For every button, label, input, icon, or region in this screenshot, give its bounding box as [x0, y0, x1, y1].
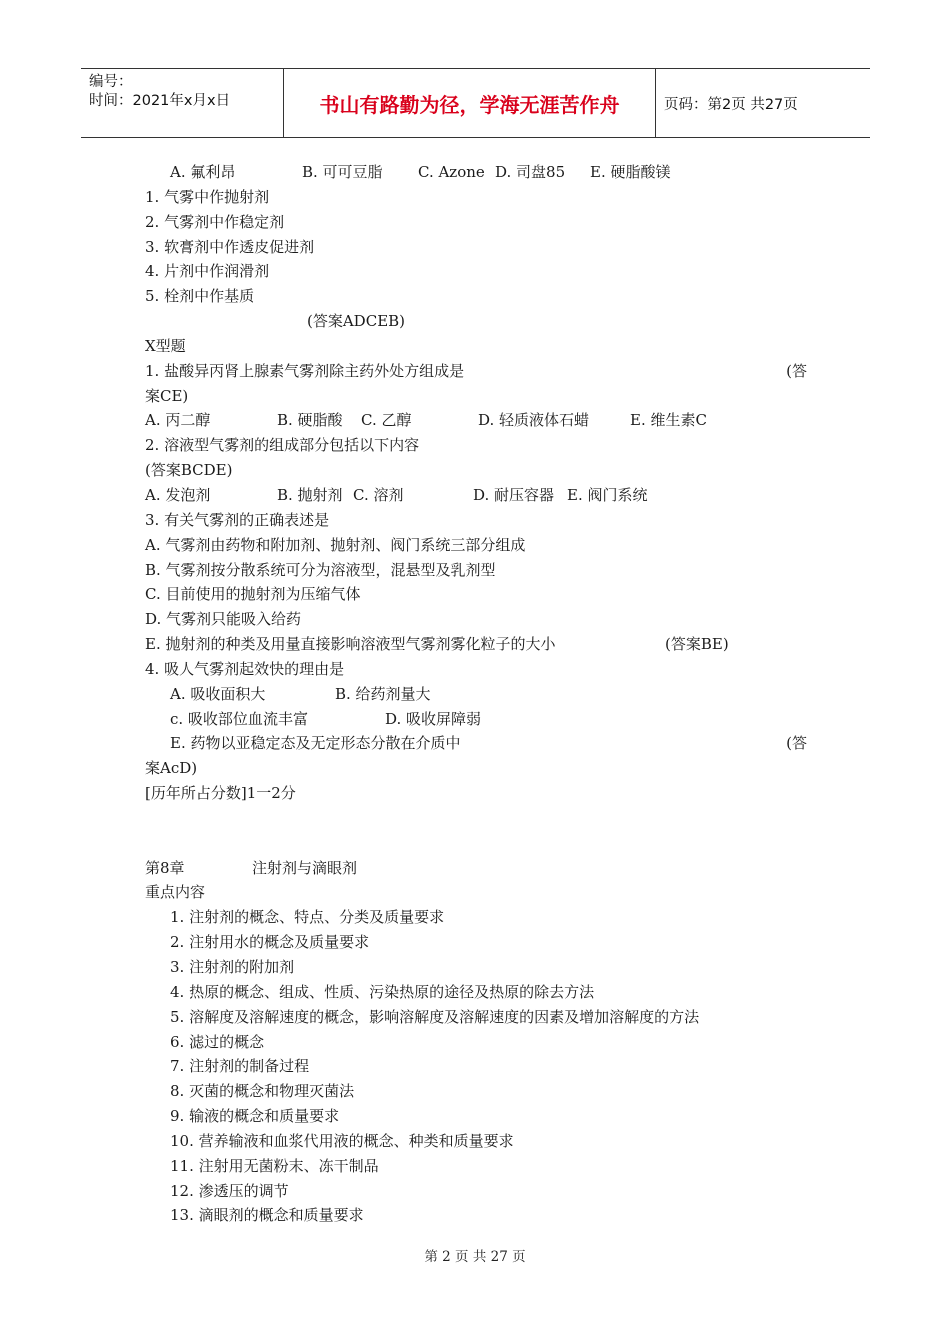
question-1-answer-start: (答 — [786, 361, 807, 380]
x-section-title: X型题 — [145, 336, 186, 355]
question-2-answer: (答案BCDE) — [145, 461, 233, 480]
option-b: B. 抛射剂 — [277, 485, 343, 504]
list-item: 2. 注射用水的概念及质量要求 — [170, 933, 370, 952]
list-item: 8. 灭菌的概念和物理灭菌法 — [170, 1082, 355, 1101]
list-item: A. 气雾剂由药物和附加剂、抛射剂、阀门系统三部分组成 — [145, 535, 526, 554]
list-item: 1. 气雾中作抛射剂 — [145, 187, 270, 206]
b-answer: (答案ADCEB) — [307, 312, 406, 331]
option-c: c. 吸收部位血流丰富 — [170, 709, 308, 728]
option-e: E. 药物以亚稳定态及无定形态分散在介质中 — [170, 734, 461, 753]
number-label: 编号： — [89, 74, 133, 90]
list-item: 3. 注射剂的附加剂 — [170, 958, 295, 976]
question-4-answer-end: 案AcD) — [145, 759, 198, 778]
time-label: 时间：2021年x月x日 — [89, 93, 231, 109]
list-item: D. 气雾剂只能吸入给药 — [145, 610, 302, 629]
option-d: D. 耐压容器 — [473, 485, 555, 504]
option-c: C. Azone — [418, 163, 485, 181]
list-item: 4. 片剂中作润滑剂 — [145, 262, 270, 281]
header-page-info: 页码：第2页 共27页 — [664, 96, 798, 113]
question-4-options-cd — [145, 707, 815, 732]
option-e: E. 阀门系统 — [567, 485, 648, 504]
question-4-text: 4. 吸人气雾剂起效快的理由是 — [145, 659, 345, 678]
list-item: 13. 滴眼剂的概念和质量要求 — [170, 1206, 364, 1225]
question-2-text: 2. 溶液型气雾剂的组成部分包括以下内容 — [145, 436, 420, 455]
option-a: A. 吸收面积大 — [170, 684, 266, 703]
page-header — [81, 68, 870, 138]
option-c: C. 乙醇 — [361, 411, 412, 430]
score-line: [历年所占分数]1一2分 — [145, 784, 296, 803]
list-item: 10. 营养输液和血浆代用液的概念、种类和质量要求 — [170, 1131, 514, 1150]
list-item: 5. 栓剂中作基质 — [145, 287, 255, 306]
option-e: E. 硬脂酸镁 — [590, 163, 671, 181]
option-a: A. 氟利昂 — [170, 163, 236, 181]
question-3-last — [145, 632, 815, 657]
question-3-text: 3. 有关气雾剂的正确表述是 — [145, 510, 330, 529]
list-item: 6. 滤过的概念 — [170, 1032, 265, 1051]
list-item: C. 目前使用的抛射剂为压缩气体 — [145, 585, 361, 604]
question-3-answer: (答案BE) — [665, 635, 729, 654]
list-item: 7. 注射剂的制备过程 — [170, 1057, 310, 1076]
option-b: B. 给药剂量大 — [335, 684, 431, 703]
chapter-heading — [145, 856, 815, 881]
header-meta — [81, 69, 283, 137]
option-b: B. 硬脂酸 — [277, 411, 343, 430]
list-item: 3. 软膏剂中作透皮促进剂 — [145, 237, 315, 256]
option-e: E. 维生素C — [630, 411, 707, 430]
list-item: 11. 注射用无菌粉末、冻干制品 — [170, 1156, 379, 1175]
key-content-title: 重点内容 — [145, 883, 206, 902]
option-d: D. 司盘85 — [495, 163, 566, 181]
list-item: B. 气雾剂按分散系统可分为溶液型，混悬型及乳剂型 — [145, 560, 496, 579]
chapter-title: 注射剂与滴眼剂 — [252, 858, 358, 877]
question-1-answer-end: 案CE) — [145, 386, 189, 405]
question-4-option-e — [145, 731, 815, 756]
option-b: B. 可可豆脂 — [302, 163, 383, 181]
option-a: A. 发泡剂 — [145, 485, 211, 504]
chapter-number: 第8章 — [145, 858, 185, 877]
page-footer: 第 2 页 共 27 页 — [424, 1249, 526, 1265]
list-item: 9. 输液的概念和质量要求 — [170, 1107, 340, 1126]
option-c: C. 溶剂 — [353, 485, 404, 504]
spacer — [145, 806, 815, 856]
b-options-line — [145, 160, 815, 185]
question-4-answer-start: (答 — [786, 734, 807, 753]
question-2-options — [145, 483, 815, 508]
question-1-text: 1. 盐酸异丙肾上腺素气雾剂除主药外处方组成是 — [145, 361, 465, 380]
list-item: E. 抛射剂的种类及用量直接影响溶液型气雾剂雾化粒子的大小 — [145, 635, 556, 654]
header-motto: 书山有路勤为径，学海无涯苦作舟 — [283, 69, 656, 137]
list-item: 1. 注射剂的概念、特点、分类及质量要求 — [170, 908, 445, 927]
list-item: 2. 气雾剂中作稳定剂 — [145, 212, 285, 231]
list-item: 12. 渗透压的调节 — [170, 1181, 289, 1200]
list-item: 5. 溶解度及溶解速度的概念，影响溶解度及溶解速度的因素及增加溶解度的方法 — [170, 1007, 700, 1026]
document-body — [145, 160, 815, 1228]
question-1 — [145, 359, 815, 384]
question-4-options-ab — [145, 682, 815, 707]
question-1-options — [145, 408, 815, 433]
option-d: D. 吸收屏障弱 — [385, 709, 482, 728]
option-a: A. 丙二醇 — [145, 411, 211, 430]
option-d: D. 轻质液体石蜡 — [478, 411, 590, 430]
list-item: 4. 热原的概念、组成、性质、污染热原的途径及热原的除去方法 — [170, 982, 595, 1001]
